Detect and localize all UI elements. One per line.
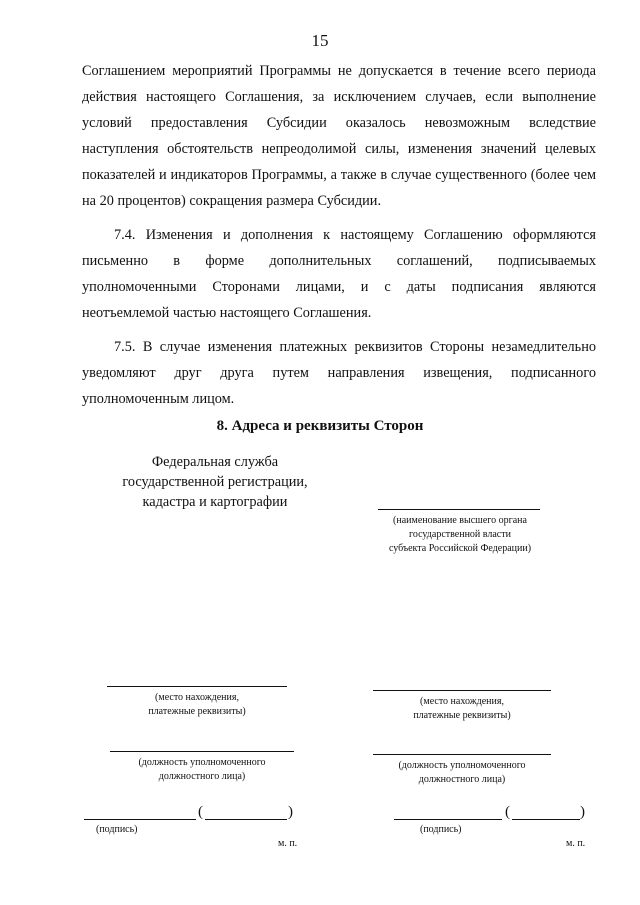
caption-line: должностного лица)	[418, 774, 506, 785]
paragraph-7-4: 7.4. Изменения и дополнения к настоящему Соглашению оформляются письменно в форме дополнительных соглашений, подписываемых уполномоченными Сторонами лицами, и с даты подписания являются неотъемлемой частью настоящего Соглашения.	[82, 227, 596, 321]
left-location-caption	[107, 691, 287, 719]
party-left-name-line: государственной регистрации,	[122, 474, 308, 490]
right-location-line	[373, 690, 551, 691]
paragraph-7-5: 7.5. В случае изменения платежных реквизитов Стороны незамедлительно уведомляют друг друга путем направления извещения, подписанного уполномоченным лицом.	[82, 339, 596, 407]
right-signature-line	[394, 819, 502, 820]
left-seal-mark: м. п.	[278, 838, 298, 849]
party-left-name	[100, 452, 330, 512]
left-location-line	[107, 686, 287, 687]
party-left-name-line: Федеральная служба	[151, 454, 279, 470]
page-number: 15	[311, 31, 329, 50]
caption-line: (должность уполномоченного	[398, 760, 526, 771]
right-name-caption	[370, 514, 550, 556]
right-name-line-sig	[512, 819, 580, 820]
left-position-line	[110, 751, 294, 752]
paragraph-continuation: Соглашением мероприятий Программы не допускается в течение всего периода действия настоящего Соглашения, за исключением случаев, если выполнение условий предоставления Субсидии оказалось невозможным вследствие наступления обстоятельств непреодолимой силы, изменения значений целевых показателей и индикаторов Программы, а также в случае существенного (более чем на 20 процентов) сокращения размера Субсидии.	[82, 63, 596, 209]
caption-line: (место нахождения,	[420, 696, 504, 707]
right-seal-mark: м. п.	[566, 838, 586, 849]
caption-line: (должность уполномоченного	[138, 757, 266, 768]
left-position-caption	[110, 756, 294, 784]
caption-line: платежные реквизиты)	[148, 706, 246, 717]
caption-line: (место нахождения,	[155, 692, 239, 703]
section-title: 8. Адреса и реквизиты Сторон	[216, 418, 424, 434]
left-paren-close: )	[288, 804, 293, 820]
left-paren-open: (	[198, 804, 203, 820]
right-signature-caption: (подпись)	[420, 824, 462, 835]
left-name-line	[205, 819, 287, 820]
left-signature-caption: (подпись)	[96, 824, 138, 835]
right-paren-open: (	[505, 804, 510, 820]
agreement-text	[82, 58, 596, 420]
right-paren-close: )	[580, 804, 585, 820]
caption-line: государственной власти	[409, 529, 511, 540]
right-location-caption	[373, 695, 551, 723]
caption-line: платежные реквизиты)	[413, 710, 511, 721]
right-name-line	[378, 509, 540, 510]
caption-line: (наименование высшего органа	[393, 515, 527, 526]
caption-line: должностного лица)	[158, 771, 246, 782]
right-position-caption	[373, 759, 551, 787]
party-left-name-line: кадастра и картографии	[142, 494, 288, 510]
caption-line: субъекта Российской Федерации)	[388, 543, 532, 554]
left-signature-line	[84, 819, 196, 820]
right-position-line	[373, 754, 551, 755]
